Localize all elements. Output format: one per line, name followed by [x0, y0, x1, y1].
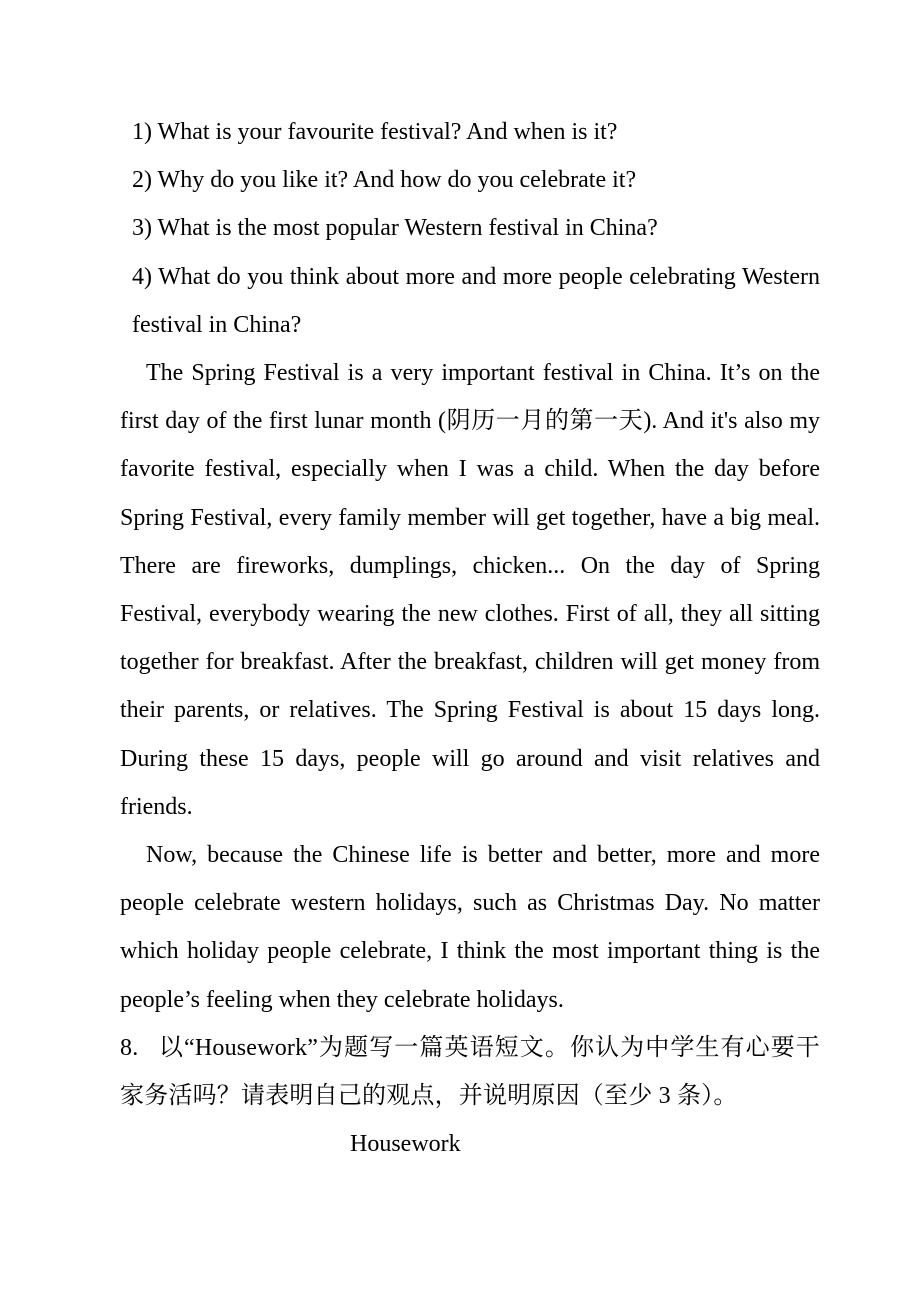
- essay-title: Housework: [350, 1131, 461, 1158]
- task-number: 8.: [120, 1034, 139, 1061]
- essay-paragraph-1: The Spring Festival is a very important festival in China. It’s on the first day of the first lunar month (阴历一月的第一天). And it's also my favorite festival, especially when I was a child. When the day before Spring Festival, every family member will get together, have a big meal. There are fireworks, dumplings, chicken... On the day of Spring Festival, everybody wearing the new clothes. First of all, they all sitting together for breakfast. After the breakfast, children will get money from their parents, or relatives. The Spring Festival is about 15 days long. During these 15 days, people will go around and visit relatives and friends.: [120, 360, 820, 820]
- essay-paragraph-2: Now, because the Chinese life is better and better, more and more people celebrate western holidays, such as Christmas Day. No matter which holiday people celebrate, I think the most important thing is the people’s feeling when they celebrate holidays.: [120, 842, 820, 1013]
- task-prompt: 以“Housework”为题写一篇英语短文。你认为中学生有心要干家务活吗？请表明自己的观点，并说明原因（至少 3 条）。: [120, 1034, 820, 1110]
- question-4: 4) What do you think about more and more people celebrating Western festival in China?: [132, 263, 820, 338]
- document-page: [120, 108, 820, 1168]
- question-1: 1) What is your favourite festival? And when is it?: [132, 119, 618, 145]
- question-2: 2) Why do you like it? And how do you celebrate it?: [132, 167, 637, 194]
- writing-task: [120, 1024, 820, 1120]
- question-3: 3) What is the most popular Western festival in China?: [132, 215, 658, 242]
